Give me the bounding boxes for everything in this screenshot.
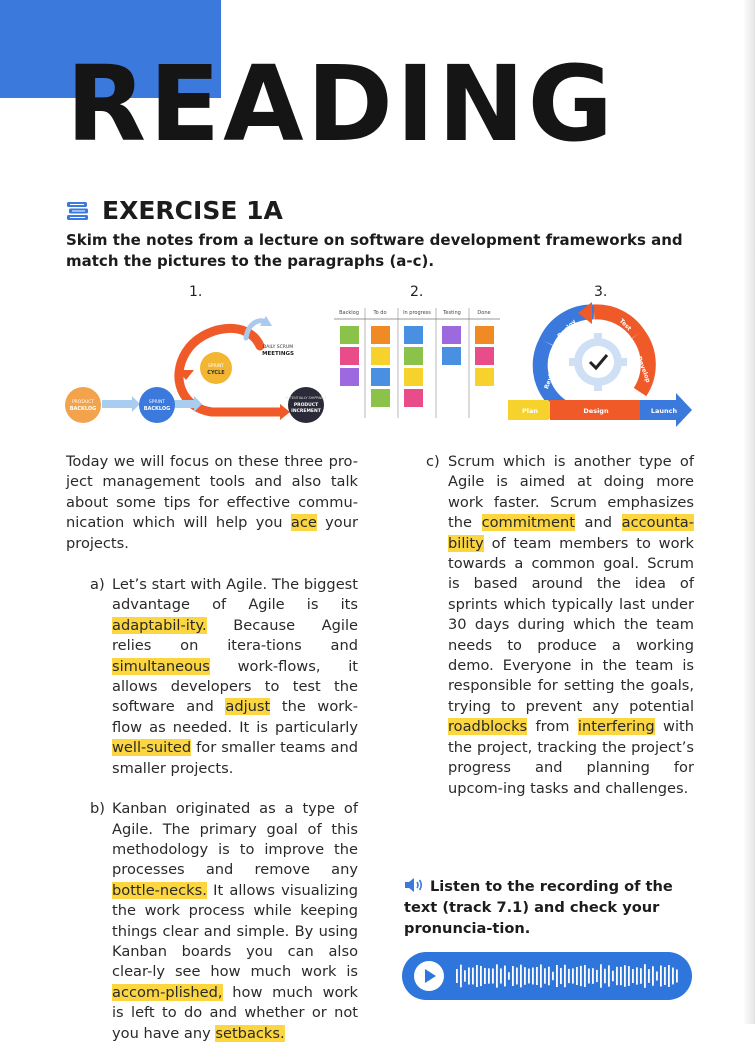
paragraph-a [66, 575, 358, 779]
paragraph-c [426, 452, 694, 799]
deploy-label: Deploy [556, 318, 578, 340]
waveform-bar [512, 966, 514, 986]
waveform-bar [600, 964, 602, 987]
daily-scrum-text-2: MEETINGS [262, 351, 294, 357]
play-button[interactable] [414, 961, 444, 991]
sticky-note [404, 368, 423, 386]
sticky-note [404, 347, 423, 365]
kanban-col-in-progress: In progress [403, 310, 431, 316]
test-arc [594, 312, 638, 334]
waveform-bar [632, 969, 634, 983]
sticky-note [404, 389, 423, 407]
product-backlog-text-2: BACKLOG [69, 406, 97, 412]
vocab-highlight: bottle-necks. [112, 881, 207, 899]
waveform-bar [552, 972, 554, 980]
product-increment-text-1: POTENTIALLY SHIPPABLE [285, 396, 327, 400]
waveform-bar [596, 970, 598, 982]
waveform-bar [676, 970, 678, 983]
right-column [426, 452, 694, 799]
vocab-highlight: ace [290, 514, 317, 532]
kanban-col-backlog: Backlog [339, 310, 359, 316]
waveform-bar [504, 966, 506, 987]
vocab-highlight: setbacks. [215, 1024, 285, 1042]
paragraph-a-marker: a) [90, 576, 105, 594]
waveform-bar [464, 970, 466, 981]
exercise-header [66, 196, 283, 225]
waveform-bar [656, 972, 658, 981]
kanban-board [334, 304, 502, 420]
waveform-bar [480, 966, 482, 986]
design-label: Design [583, 407, 609, 415]
waveform-bar [648, 969, 650, 983]
waveform-bar [604, 969, 606, 984]
exercise-instructions: Skim the notes from a lecture on software development frameworks and match the pictures to the paragraphs (a-c). [66, 231, 683, 270]
waveform-bar [624, 965, 626, 987]
kanban-col-todo: To do [373, 310, 387, 316]
sticky-note [442, 347, 461, 365]
paragraph-a-text: Let’s start with Agile. The biggest advantage of Agile is its adaptabil-ity. Because Agile relies on itera-tions and simultaneous work-flows, it allows developers to test the software and adjust the work-flow as needed. It is particularly well-suited for smaller teams and smaller projects. [112, 576, 358, 777]
paragraph-c-marker: c) [426, 453, 440, 470]
books-icon [66, 201, 90, 221]
sprint-cycle-text-2: CYCLE [207, 370, 225, 376]
launch-label: Launch [650, 407, 678, 415]
vocab-highlight: interfering [577, 718, 655, 736]
test-label: Test [617, 317, 633, 333]
picture-number-1: 1. [189, 284, 203, 300]
waveform-bar [616, 967, 618, 985]
waveform-bar [652, 966, 654, 985]
waveform-bar [536, 967, 538, 985]
vocab-highlight: commitment [481, 514, 575, 532]
sprint-backlog-circle [139, 387, 175, 423]
waveform-bar [456, 969, 458, 983]
sticky-note [475, 347, 494, 365]
waveform-bar [560, 968, 562, 984]
waveform-bar [612, 971, 614, 981]
picture-number-3: 3. [594, 284, 608, 300]
listen-text: Listen to the recording of the text (track 7.1) and check your pronuncia-tion. [404, 878, 673, 937]
waveform-bar [620, 967, 622, 985]
picture-number-2: 2. [410, 284, 424, 300]
sprint-backlog-text-2: BACKLOG [143, 406, 171, 412]
left-column [66, 452, 358, 1044]
sticky-note [371, 347, 390, 365]
waveform-bar [496, 964, 498, 987]
waveform-bar [664, 967, 666, 985]
product-increment-text-2: PRODUCT [293, 403, 319, 408]
paragraph-b-text: Kanban originated as a type of Agile. The primary goal of this methodology is to improve the processes and remove any bottle-necks. It allows visualizing the work process while keeping things clear and simple. By using Kanban boards you can also clear-ly see how much work is accom-plished, how much work is left to do and whether or not you have any setbacks. [112, 800, 358, 1042]
waveform-bar [520, 965, 522, 988]
review-label: Review [543, 364, 559, 391]
vocab-highlight: accounta-bility [448, 514, 695, 552]
sticky-note [340, 347, 359, 365]
waveform-bar [528, 969, 530, 984]
waveform-bar [508, 972, 510, 980]
waveform-bar [476, 965, 478, 987]
listen-instruction [404, 876, 696, 939]
plan-label: Plan [521, 407, 539, 415]
sticky-note [371, 368, 390, 386]
waveform-bar [672, 968, 674, 985]
sticky-note [371, 326, 390, 344]
waveform-bar [644, 964, 646, 988]
sticky-note [404, 326, 423, 344]
waveform-bar [544, 968, 546, 983]
page-title: READING [66, 43, 617, 165]
waveform-bar [668, 965, 670, 987]
sprint-cycle-text-1: SPRINT [207, 364, 225, 369]
vocab-highlight: well-suited [112, 739, 192, 757]
scrum-cycle-diagram [62, 312, 332, 430]
waveform-bar [608, 965, 610, 986]
waveform-bar [564, 965, 566, 987]
speaker-icon [404, 877, 424, 893]
product-backlog-text-1: PRODUCT [71, 400, 95, 405]
sticky-note [340, 368, 359, 386]
audio-waveform[interactable] [456, 962, 682, 990]
waveform-bar [572, 968, 574, 983]
sticky-note [475, 368, 494, 386]
sticky-note [371, 389, 390, 407]
vocab-highlight: adaptabil-ity. [112, 616, 207, 634]
sticky-note [340, 326, 359, 344]
page-edge-shadow [743, 0, 755, 1024]
intro-paragraph: Today we will focus on these three pro-ject management tools and also talk about some tips for effective commu-nication which will help you ace your projects. [66, 453, 358, 552]
vocab-highlight: accom-plished, [112, 983, 223, 1001]
sticky-note [475, 326, 494, 344]
waveform-bar [524, 967, 526, 985]
develop-label: Develop [635, 355, 652, 384]
flow-arrow-1 [102, 396, 140, 412]
exercise-label: EXERCISE 1A [102, 196, 283, 225]
paragraph-b-marker: b) [90, 800, 105, 818]
waveform-bar [516, 968, 518, 985]
waveform-bar [468, 967, 470, 984]
waveform-bar [588, 969, 590, 984]
waveform-bar [460, 965, 462, 988]
waveform-bar [488, 968, 490, 983]
waveform-bar [500, 968, 502, 983]
waveform-bar [540, 964, 542, 987]
vocab-highlight: adjust [225, 698, 271, 716]
waveform-bar [548, 967, 550, 986]
sprint-backlog-text-1: SPRINT [148, 400, 166, 405]
audio-player[interactable] [402, 952, 692, 1000]
paragraph-b [66, 799, 358, 1044]
devops-cycle-diagram [506, 300, 694, 428]
waveform-bar [492, 968, 494, 983]
waveform-bar [532, 968, 534, 985]
waveform-bar [568, 969, 570, 983]
kanban-col-testing: Testing [443, 310, 461, 316]
paragraph-c-text: Scrum which is another type of Agile is aimed at doing more work faster. Scrum emphasizes the commitment and accounta-bility of team members to work towards a common goal. Scrum is based around the idea of sprints which typically last under 30 days during which the team needs to produce a working demo. Everyone in the team is responsible for setting the goals, trying to prevent any potential roadblocks from interfering with the project, tracking the project’s progress and planning for upcom-ing tasks and challenges. [448, 453, 695, 797]
waveform-bar [592, 968, 594, 984]
waveform-bar [556, 965, 558, 987]
waveform-bar [660, 965, 662, 986]
waveform-bar [580, 966, 582, 986]
product-increment-text-3: INCREMENT [291, 409, 321, 414]
vocab-highlight: roadblocks [448, 718, 528, 736]
waveform-bar [576, 967, 578, 985]
waveform-bar [640, 968, 642, 984]
vocab-highlight: simultaneous [112, 657, 210, 675]
waveform-bar [472, 968, 474, 985]
daily-scrum-text-1: DAILY SCRUM [262, 345, 294, 350]
waveform-bar [636, 967, 638, 984]
gear-inner [582, 346, 614, 378]
kanban-col-done: Done [477, 310, 491, 316]
waveform-bar [484, 968, 486, 984]
product-backlog-circle [65, 387, 101, 423]
waveform-bar [584, 965, 586, 987]
waveform-bar [628, 966, 630, 986]
sticky-note [442, 326, 461, 344]
